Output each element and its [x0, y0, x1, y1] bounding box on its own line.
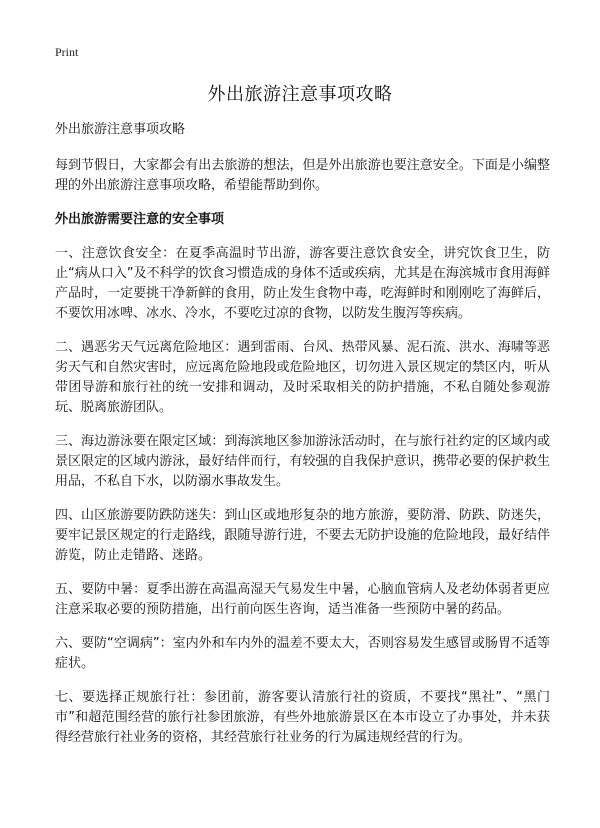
paragraph-travel-agency: 七、要选择正规旅行社：参团前，游客要认清旅行社的资质，不要找“黑社”、“黑门市”和超范围经营的旅行社参团旅游，有些外地旅游景区在本市设立了办事处，并未获得经营旅行社业务的资格，其经营旅行社业务的行为属违规经营的行为。	[55, 690, 550, 745]
paragraph-mountain: 四、山区旅游要防跌防迷失：到山区或地形复杂的地方旅游，要防滑、防跌、防迷失，要牢记景区规定的行走路线，跟随导游行进，不要去无防护设施的危险地段，最好结伴游览，防止走错路、迷路。	[55, 508, 550, 563]
paragraph-food-safety: 一、注意饮食安全：在夏季高温时节出游，游客要注意饮食安全，讲究饮食卫生，防止“病从口入”及不科学的饮食习惯造成的身体不适或疾病，尤其是在海滨城市食用海鲜产品时，一定要挑干净新鲜的食用，防止发生食物中毒，吃海鲜时和刚刚吃了海鲜后，不要饮用冰啤、冰水、冷水，不要吃过凉的食物，以防发生腹泻等疾病。	[55, 246, 550, 321]
paragraph-bad-weather: 二、遇恶劣天气远离危险地区：遇到雷雨、台风、热带风暴、泥石流、洪水、海啸等恶劣天气和自然灾害时，应远离危险地段或危险地区，切勿进入景区规定的禁区内，听从带团导游和旅行社的统一安排和调动，及时采取相关的防护措施，不私自随处参观游玩、脱离旅游团队。	[55, 340, 550, 415]
section-heading: 外出旅游需要注意的安全事项	[55, 212, 225, 227]
paragraph-air-conditioning: 六、要防“空调病”：室内外和车内外的温差不要太大，否则容易发生感冒或肠胃不适等症状。	[55, 636, 550, 671]
document-body	[55, 120, 550, 762]
paragraph-heatstroke: 五、要防中暑：夏季出游在高温高湿天气易发生中暑，心脑血管病人及老幼体弱者更应注意采取必要的预防措施，出行前向医生咨询，适当准备一些预防中暑的药品。	[55, 582, 550, 617]
print-link[interactable]: Print	[55, 45, 79, 59]
document-subtitle: 外出旅游注意事项攻略	[55, 122, 186, 137]
document-title: 外出旅游注意事项攻略	[207, 84, 393, 105]
intro-paragraph: 每到节假日，大家都会有出去旅游的想法，但是外出旅游也要注意安全。下面是小编整理的外出旅游注意事项攻略，希望能帮助到你。	[55, 158, 550, 193]
paragraph-swimming: 三、海边游泳要在限定区域：到海滨地区参加游泳活动时，在与旅行社约定的区域内或景区限定的区域内游泳，最好结伴而行，有较强的自我保护意识，携带必要的保护救生用品，不私自下水，以防溺水事故发生。	[55, 434, 550, 489]
